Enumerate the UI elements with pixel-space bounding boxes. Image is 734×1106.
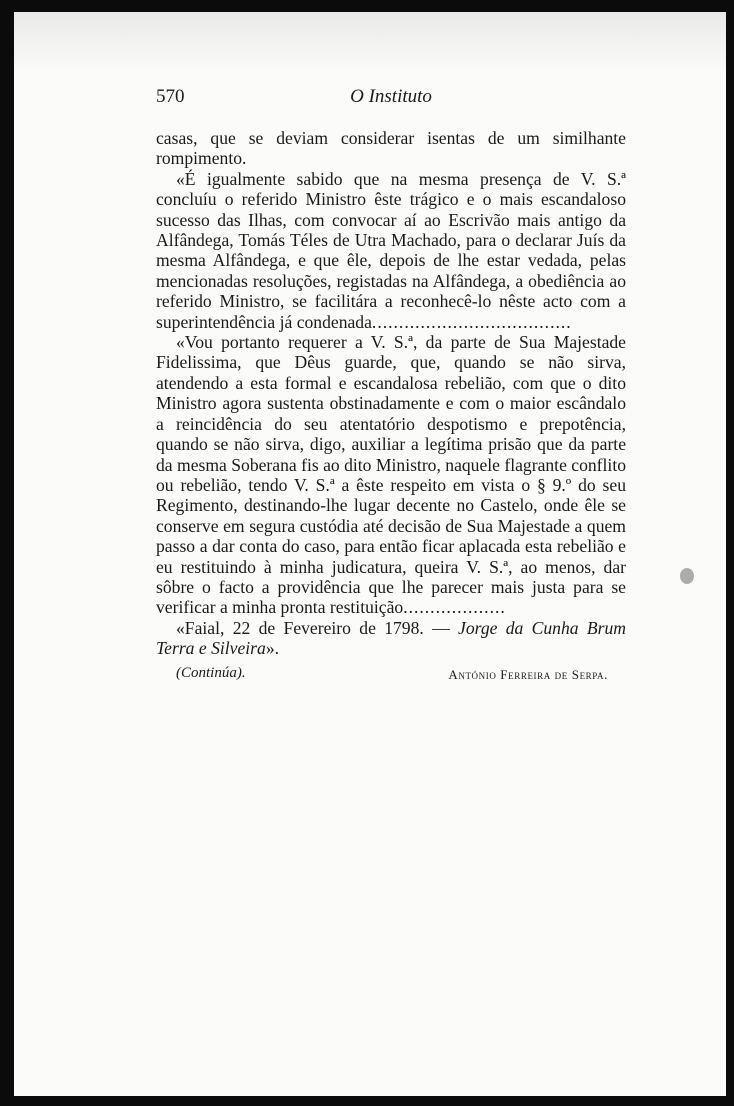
paragraph-dot-leader: ..................................... bbox=[371, 311, 572, 332]
paragraph-4 bbox=[156, 618, 626, 659]
paragraph-text: «Faial, 22 de Fevereiro de 1798. — bbox=[176, 617, 459, 638]
page-scan-shading bbox=[14, 12, 726, 72]
signatory-name: Jorge da Cunha Brum Terra e Silveira bbox=[156, 617, 626, 659]
page-header bbox=[156, 86, 626, 114]
paragraph-text: casas, que se deviam considerar isentas de um similhante rompimento. bbox=[156, 128, 626, 169]
paragraph-text-end: ». bbox=[265, 638, 280, 659]
page-body bbox=[156, 128, 626, 659]
running-title: O Instituto bbox=[350, 86, 432, 107]
paragraph-3 bbox=[156, 332, 626, 618]
paragraph-dot-leader: ................... bbox=[403, 597, 506, 618]
footer-row bbox=[176, 665, 608, 687]
page-stain bbox=[680, 568, 694, 584]
paragraph-text: «Vou portanto requerer a V. S.ª, da parte de Sua Majestade Fidelissima, que Dêus guarde, que, quando se não sirva, atendendo a esta formal e escandalosa rebelião, com que o dito Ministro agora sustenta obstinadamente e com o maior escândalo a reincidência do seu atentatório despotismo e prepotência, quando se não sirva, digo, auxiliar a legítima prisão que da parte da mesma Soberana fis ao dito Ministro, naquele flagrante conflito ou rebelião, tendo V. S.ª a êste respeito em vista o § 9.º do seu Regimento, destinando-lhe lugar decente no Castelo, onde êle se conserve em segura custódia até decisão de Sua Majestade a quem passo a dar conta do caso, para então ficar aplacada esta rebelião e eu restituindo à minha judicatura, queira V. S.ª, ao menos, dar sôbre o facto a providência que lhe parecer mais justa para se verificar a minha pronta restituição bbox=[156, 332, 627, 618]
continua-note: (Continúa). bbox=[176, 665, 246, 681]
page-number: 570 bbox=[156, 86, 185, 107]
author-signature: António Ferreira de Serpa. bbox=[448, 667, 608, 682]
paragraph-1 bbox=[156, 128, 626, 169]
paragraph-2 bbox=[156, 169, 626, 332]
paragraph-text: «É igualmente sabido que na mesma presença de V. S.ª concluíu o referido Ministro êste trágico e o mais escandaloso sucesso das Ilhas, com convocar aí ao Escrivão mais antigo da Alfândega, Tomás Téles de Utra Machado, para o declarar Juís da mesma Alfândega, e que êle, depois de lhe estar vedada, pelas mencionadas resoluções, registadas na Alfândega, a obediência ao referido Ministro, se facilitára a reconhecê-lo nêste acto com a superintendência já condenada bbox=[156, 168, 626, 332]
